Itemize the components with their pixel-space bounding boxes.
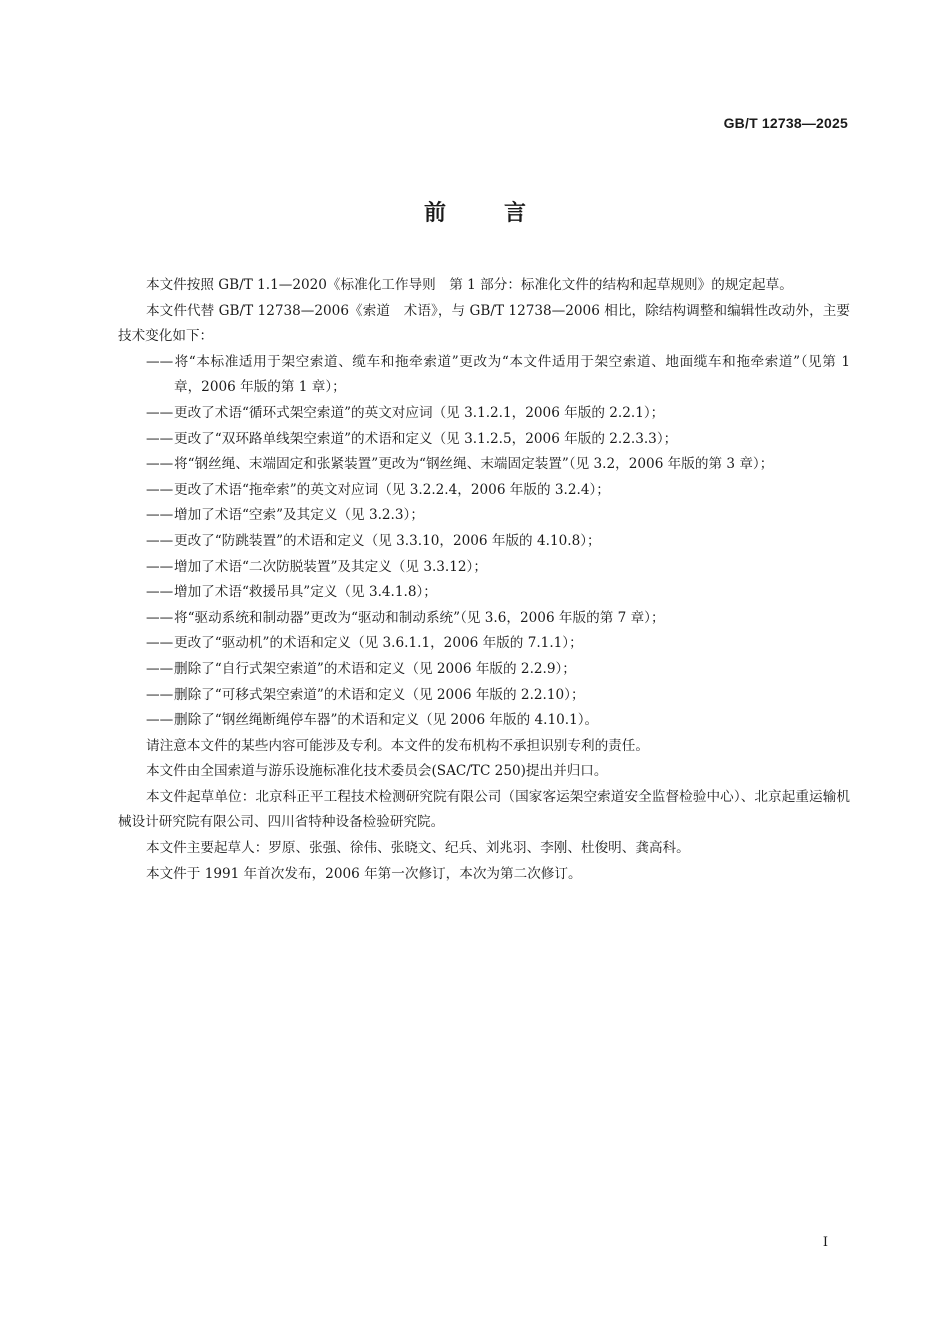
list-item	[118, 350, 850, 401]
change-list	[118, 350, 850, 734]
list-item-text: 删除了“可移式架空索道”的术语和定义（见 2006 年版的 2.2.10）；	[174, 686, 585, 703]
list-item-text: 更改了术语“拖牵索”的英文对应词（见 3.2.2.4，2006 年版的 3.2.4）；	[174, 481, 610, 498]
dash-marker: ——	[146, 584, 174, 601]
dash-marker: ——	[146, 456, 174, 473]
title-char-1: 前	[423, 201, 446, 226]
list-item-text: 将“本标准适用于架空索道、缆车和拖牵索道”更改为“本文件适用于架空索道、地面缆车和拖牵索道”（见第 1 章，2006 年版的第 1 章）；	[174, 353, 850, 396]
dash-marker: ——	[146, 686, 174, 703]
list-item-text: 删除了“自行式架空索道”的术语和定义（见 2006 年版的 2.2.9）；	[174, 660, 576, 677]
paragraph-history: 本文件于 1991 年首次发布，2006 年第一次修订，本次为第二次修订。	[146, 865, 582, 882]
page-title	[0, 196, 950, 227]
standard-number: GB/T 12738—2025	[723, 115, 848, 131]
list-item-text: 增加了术语“救援吊具”定义（见 3.4.1.8）；	[174, 584, 437, 601]
list-item	[118, 529, 850, 555]
list-item	[118, 503, 850, 529]
list-item-text: 更改了术语“循环式架空索道”的英文对应词（见 3.1.2.1，2006 年版的 2.2.1）；	[174, 404, 665, 421]
list-item-text: 更改了“防跳装置”的术语和定义（见 3.3.10，2006 年版的 4.10.8）；	[174, 532, 601, 549]
list-item-text: 删除了“钢丝绳断绳停车器”的术语和定义（见 2006 年版的 4.10.1）。	[174, 712, 599, 729]
dash-marker: ——	[146, 430, 174, 447]
dash-marker: ——	[146, 609, 174, 626]
list-item-text: 更改了“驱动机”的术语和定义（见 3.6.1.1，2006 年版的 7.1.1）；	[174, 635, 583, 652]
list-item	[118, 427, 850, 453]
list-item	[118, 478, 850, 504]
list-item-text: 将“钢丝绳、末端固定和张紧装置”更改为“钢丝绳、末端固定装置”（见 3.2，2006 年版的第 3 章）；	[174, 456, 774, 473]
dash-marker: ——	[146, 481, 174, 498]
list-item	[118, 683, 850, 709]
paragraph-drafters: 本文件主要起草人：罗原、张强、徐伟、张晓文、纪兵、刘兆羽、李刚、杜俊明、龚高科。	[146, 840, 690, 857]
list-item	[118, 606, 850, 632]
dash-marker: ——	[146, 660, 174, 677]
list-item	[118, 452, 850, 478]
title-char-2: 言	[504, 201, 527, 226]
dash-marker: ——	[146, 507, 174, 524]
dash-marker: ——	[146, 712, 174, 729]
dash-marker: ——	[146, 404, 174, 421]
paragraph-drafting-units: 本文件起草单位：北京科正平工程技术检测研究院有限公司（国家客运架空索道安全监督检验中心）、北京起重运输机械设计研究院有限公司、四川省特种设备检验研究院。	[118, 788, 850, 831]
list-item-text: 更改了“双环路单线架空索道”的术语和定义（见 3.1.2.5，2006 年版的 2.2.3.3）；	[174, 430, 678, 447]
dash-marker: ——	[146, 353, 174, 370]
list-item	[118, 555, 850, 581]
list-item	[118, 708, 850, 734]
paragraph-proposer: 本文件由全国索道与游乐设施标准化技术委员会(SAC/TC 250)提出并归口。	[146, 763, 608, 780]
paragraph-drafting-rules: 本文件按照 GB/T 1.1—2020《标准化工作导则 第 1 部分：标准化文件的结构和起草规则》的规定起草。	[146, 277, 793, 293]
paragraph-patent-notice: 请注意本文件的某些内容可能涉及专利。本文件的发布机构不承担识别专利的责任。	[146, 737, 649, 754]
dash-marker: ——	[146, 532, 174, 549]
paragraph-replacement: 本文件代替 GB/T 12738—2006《索道 术语》，与 GB/T 12738—2006 相比，除结构调整和编辑性改动外，主要技术变化如下：	[118, 302, 850, 345]
list-item	[118, 401, 850, 427]
dash-marker: ——	[146, 558, 174, 575]
page-number: I	[822, 1235, 828, 1250]
list-item	[118, 580, 850, 606]
dash-marker: ——	[146, 635, 174, 652]
list-item	[118, 657, 850, 683]
list-item-text: 将“驱动系统和制动器”更改为“驱动和制动系统”（见 3.6，2006 年版的第 7 章）；	[174, 609, 665, 626]
list-item	[118, 631, 850, 657]
foreword-body	[118, 273, 850, 887]
list-item-text: 增加了术语“空索”及其定义（见 3.2.3）；	[174, 507, 424, 524]
list-item-text: 增加了术语“二次防脱装置”及其定义（见 3.3.12）；	[174, 558, 487, 575]
